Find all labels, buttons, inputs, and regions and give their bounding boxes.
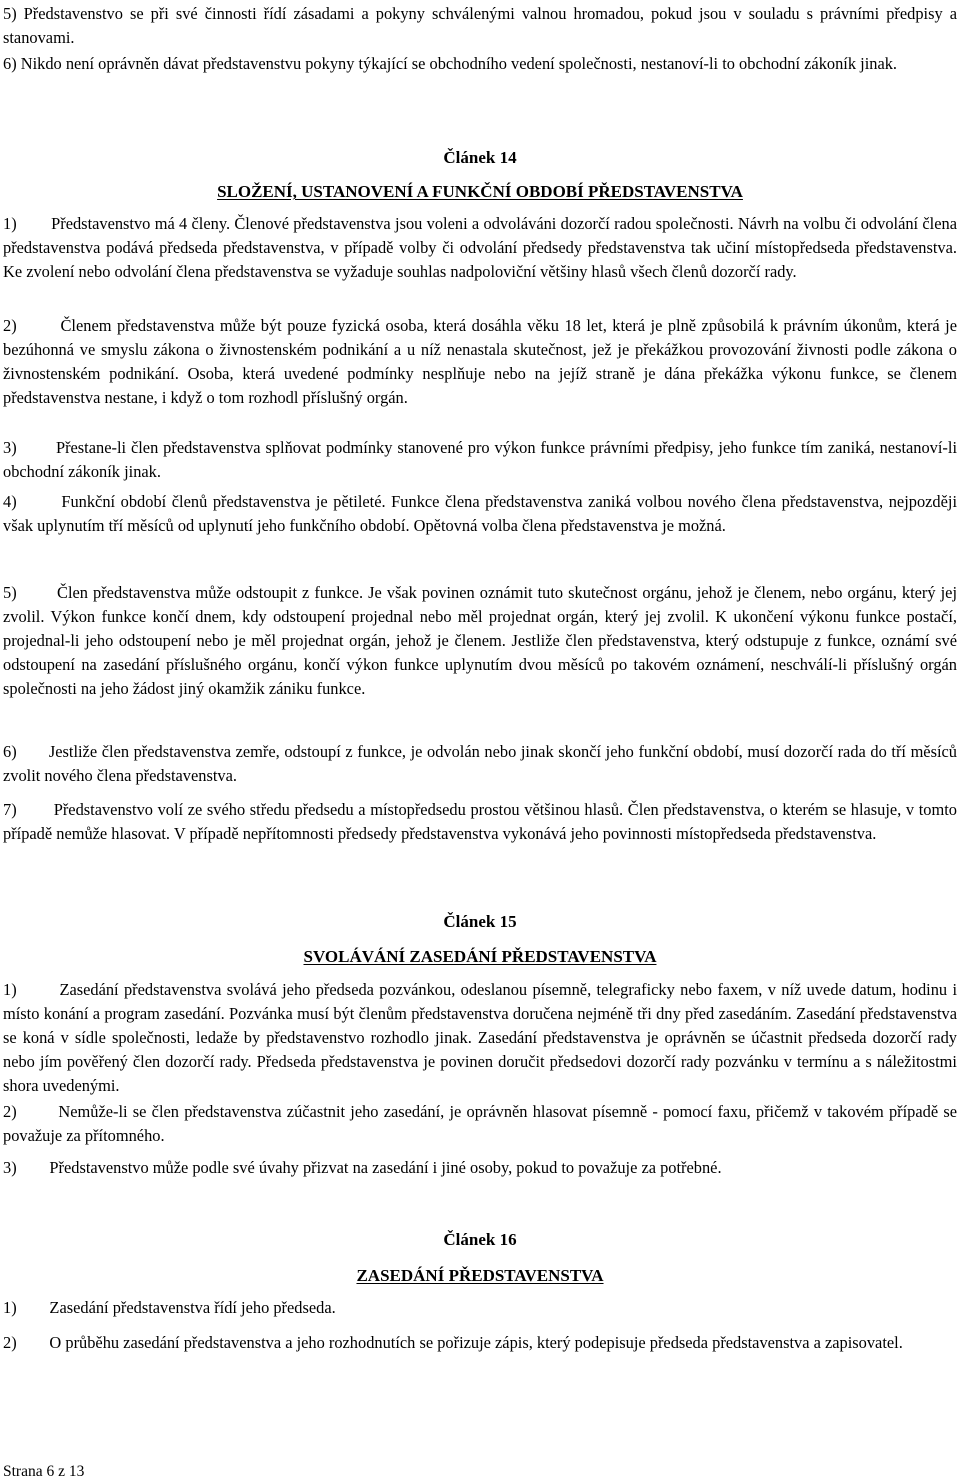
article-14-paragraph-4: 4) Funkční období členů představenstva je pětileté. Funkce člena představenstva zaniká volbou nového člena představenstva, nejpozději však uplynutím tří měsíců od uplynutí jeho funkčního období. Opětovná volba člena představenstva je možná. (3, 492, 957, 535)
article-14-title: SLOŽENÍ, USTANOVENÍ A FUNKČNÍ OBDOBÍ PŘEDSTAVENSTVA (217, 182, 743, 201)
article-16-heading: Článek 16 (443, 1230, 517, 1249)
article-14-paragraph-5: 5) Člen představenstva může odstoupit z funkce. Je však povinen oznámit tuto skutečnost orgánu, jehož je členem, nebo orgánu, který jej zvolil. Výkon funkce končí dnem, kdy odstoupení projednal nebo měl projednat orgán, který jej zvolil. K ukončení výkonu funkce postačí, projednal-li jeho odstoupení nebo je měl projednat orgán, jehož je členem. Jestliže člen představenstva, který odstupuje z funkce, oznámí své odstoupení na zasedání příslušného orgánu, končí výkon funkce uplynutím dvou měsíců po takovém oznámení, neschválí-li příslušný orgán společnosti na jeho žádost jiný okamžik zániku funkce. (3, 583, 957, 698)
article-15-paragraph-3: 3) Představenstvo může podle své úvahy přizvat na zasedání i jiné osoby, pokud to považuje za potřebné. (3, 1158, 722, 1177)
intro-paragraph-6: 6) Nikdo není oprávněn dávat představenstvu pokyny týkající se obchodního vedení společnosti, nestanoví-li to obchodní zákoník jinak. (3, 54, 898, 73)
article-15-heading: Článek 15 (443, 912, 517, 931)
article-15-paragraph-2: 2) Nemůže-li se člen představenstva zúčastnit jeho zasedání, je oprávněn hlasovat písemně - pomocí faxu, přičemž v takovém případě se považuje za přítomného. (3, 1102, 957, 1145)
article-14-paragraph-1: 1) Představenstvo má 4 členy. Členové představenstva jsou voleni a odvoláváni dozorčí radou společnosti. Návrh na volbu či odvolání člena představenstva podává předseda představenstva, v případě volby či odvolání předsedy představenstva tak učiní místopředseda představenstva. Ke zvolení nebo odvolání člena představenstva se vyžaduje souhlas nadpoloviční většiny hlasů všech členů dozorčí rady. (3, 214, 957, 281)
article-16-paragraph-1: 1) Zasedání představenstva řídí jeho předseda. (3, 1298, 336, 1317)
article-14-paragraph-3: 3) Přestane-li člen představenstva splňovat podmínky stanovené pro výkon funkce právními předpisy, jeho funkce tím zaniká, nestanoví-li obchodní zákoník jinak. (3, 438, 957, 481)
article-14-paragraph-6: 6) Jestliže člen představenstva zemře, odstoupí z funkce, je odvolán nebo jinak skončí jeho funkční období, musí dozorčí rada do tří měsíců zvolit nového člena představenstva. (3, 742, 957, 785)
article-15-paragraph-1: 1) Zasedání představenstva svolává jeho předseda pozvánkou, odeslanou písemně, telegraficky nebo faxem, v níž uvede datum, hodinu i místo konání a program zasedání. Pozvánka musí být členům představenstva doručena nejméně tři dny před zasedáním. Zasedání představenstva se koná v sídle společnosti, ledaže by představenstvo rozhodlo jinak. Zasedání představenstva je oprávněn se účastnit předseda dozorčí rady nebo jím pověřený člen dozorčí rady. Předseda představenstva je povinen doručit předsedovi dozorčí rady pozvánku v termínu a s náležitostmi shora uvedenými. (3, 980, 957, 1095)
intro-paragraph-5: 5) Představenstvo se při své činnosti řídí zásadami a pokyny schválenými valnou hromadou, pokud jsou v souladu s právními předpisy a stanovami. (3, 4, 957, 47)
article-16-paragraph-2: 2) O průběhu zasedání představenstva a jeho rozhodnutích se pořizuje zápis, který podepisuje předseda představenstva a zapisovatel. (3, 1333, 903, 1352)
article-15-title: SVOLÁVÁNÍ ZASEDÁNÍ PŘEDSTAVENSTVA (303, 947, 657, 966)
article-14-paragraph-2: 2) Členem představenstva může být pouze fyzická osoba, která dosáhla věku 18 let, která je plně způsobilá k právním úkonům, která je bezúhonná ve smyslu zákona o živnostenském podnikání a u níž nenastala skutečnost, jež je překážkou provozování živnosti podle zákona o živnostenském podnikání. Osoba, která uvedené podmínky nesplňuje nebo na jejíž straně je dána překážka výkonu funkce, se členem představenstva nestane, i když o tom rozhodl příslušný orgán. (3, 316, 957, 407)
article-14-heading: Článek 14 (443, 148, 517, 167)
article-14-paragraph-7: 7) Představenstvo volí ze svého středu předsedu a místopředsedu prostou většinou hlasů. Člen představenstva, o kterém se hlasuje, v tomto případě nemůže hlasovat. V případě nepřítomnosti předsedy představenstva vykonává jeho povinnosti místopředseda představenstva. (3, 800, 957, 843)
article-16-title: ZASEDÁNÍ PŘEDSTAVENSTVA (356, 1266, 604, 1285)
page-footer: Strana 6 z 13 (3, 1463, 85, 1480)
